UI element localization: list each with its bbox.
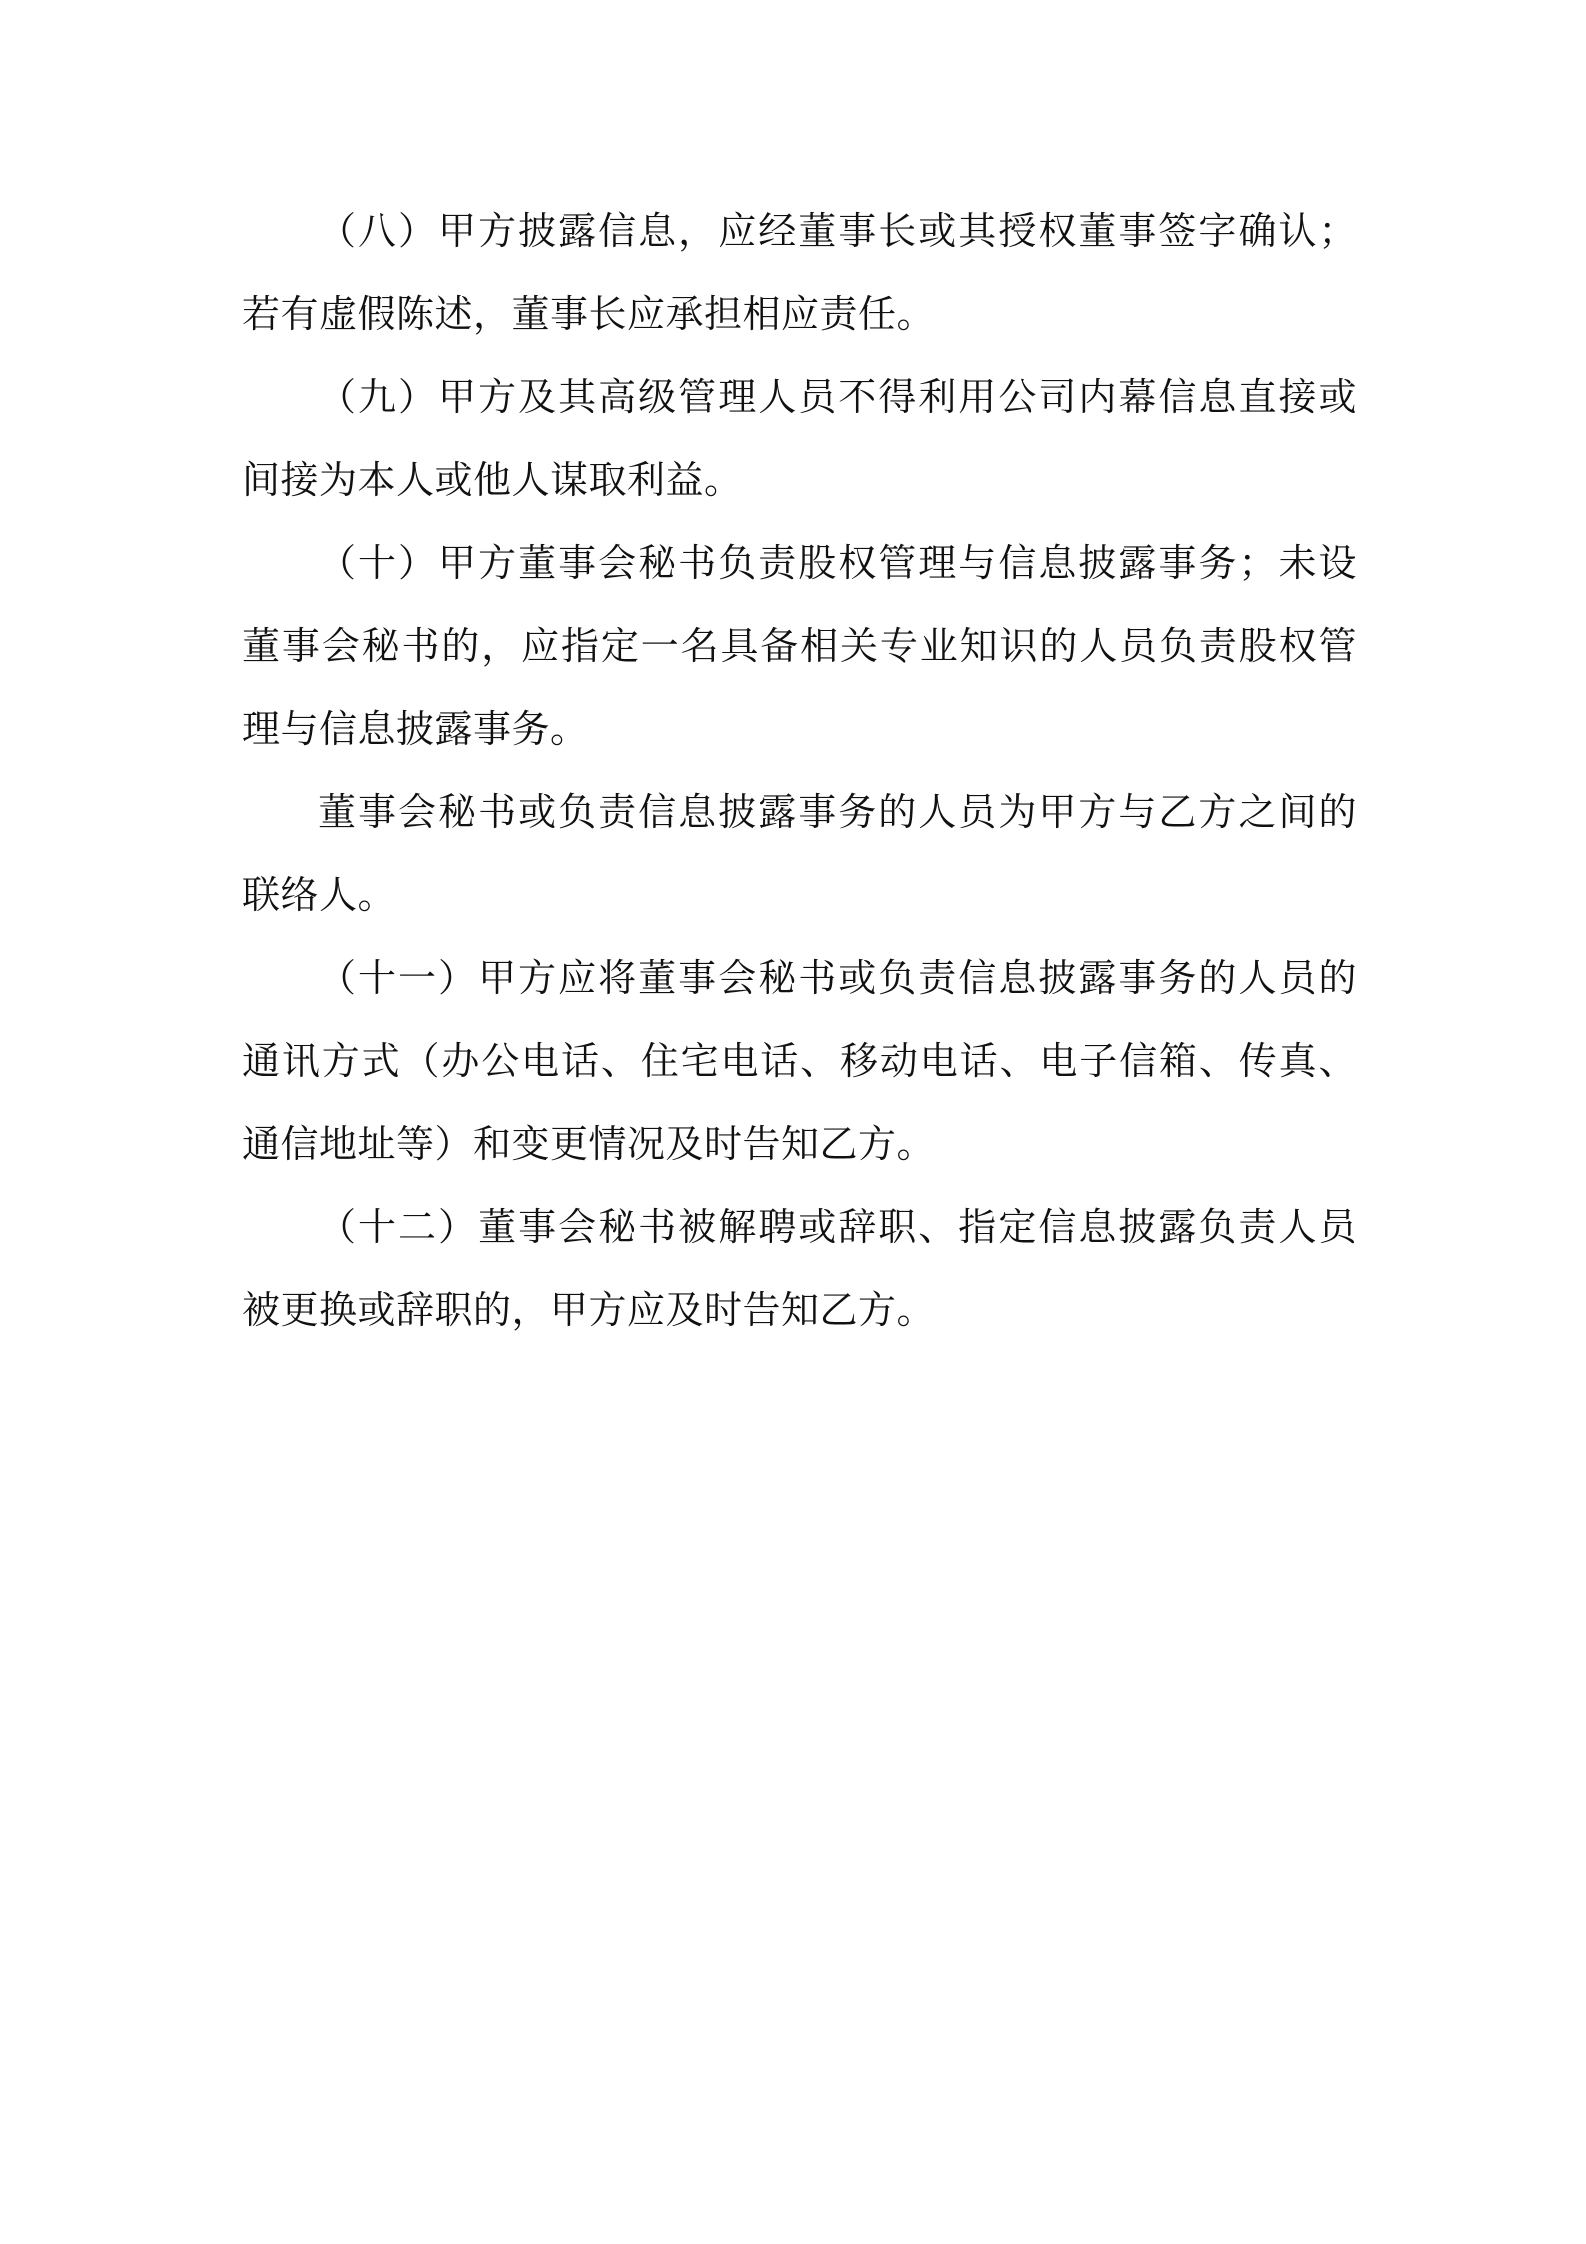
clause-10: （十）甲方董事会秘书负责股权管理与信息披露事务；未设董事会秘书的，应指定一名具备相关专业知识的人员负责股权管理与信息披露事务。 (242, 541, 1357, 751)
clause-11: （十一）甲方应将董事会秘书或负责信息披露事务的人员的通讯方式（办公电话、住宅电话、移动电话、电子信箱、传真、通信地址等）和变更情况及时告知乙方。 (242, 956, 1357, 1166)
clause-8: （八）甲方披露信息，应经董事长或其授权董事签字确认；若有虚假陈述，董事长应承担相应责任。 (242, 209, 1357, 336)
clause-12: （十二）董事会秘书被解聘或辞职、指定信息披露负责人员被更换或辞职的，甲方应及时告知乙方。 (242, 1205, 1357, 1332)
document-body (242, 190, 1357, 1352)
clause-9: （九）甲方及其高级管理人员不得利用公司内幕信息直接或间接为本人或他人谋取利益。 (242, 375, 1357, 502)
liaison-paragraph: 董事会秘书或负责信息披露事务的人员为甲方与乙方之间的联络人。 (242, 790, 1357, 917)
